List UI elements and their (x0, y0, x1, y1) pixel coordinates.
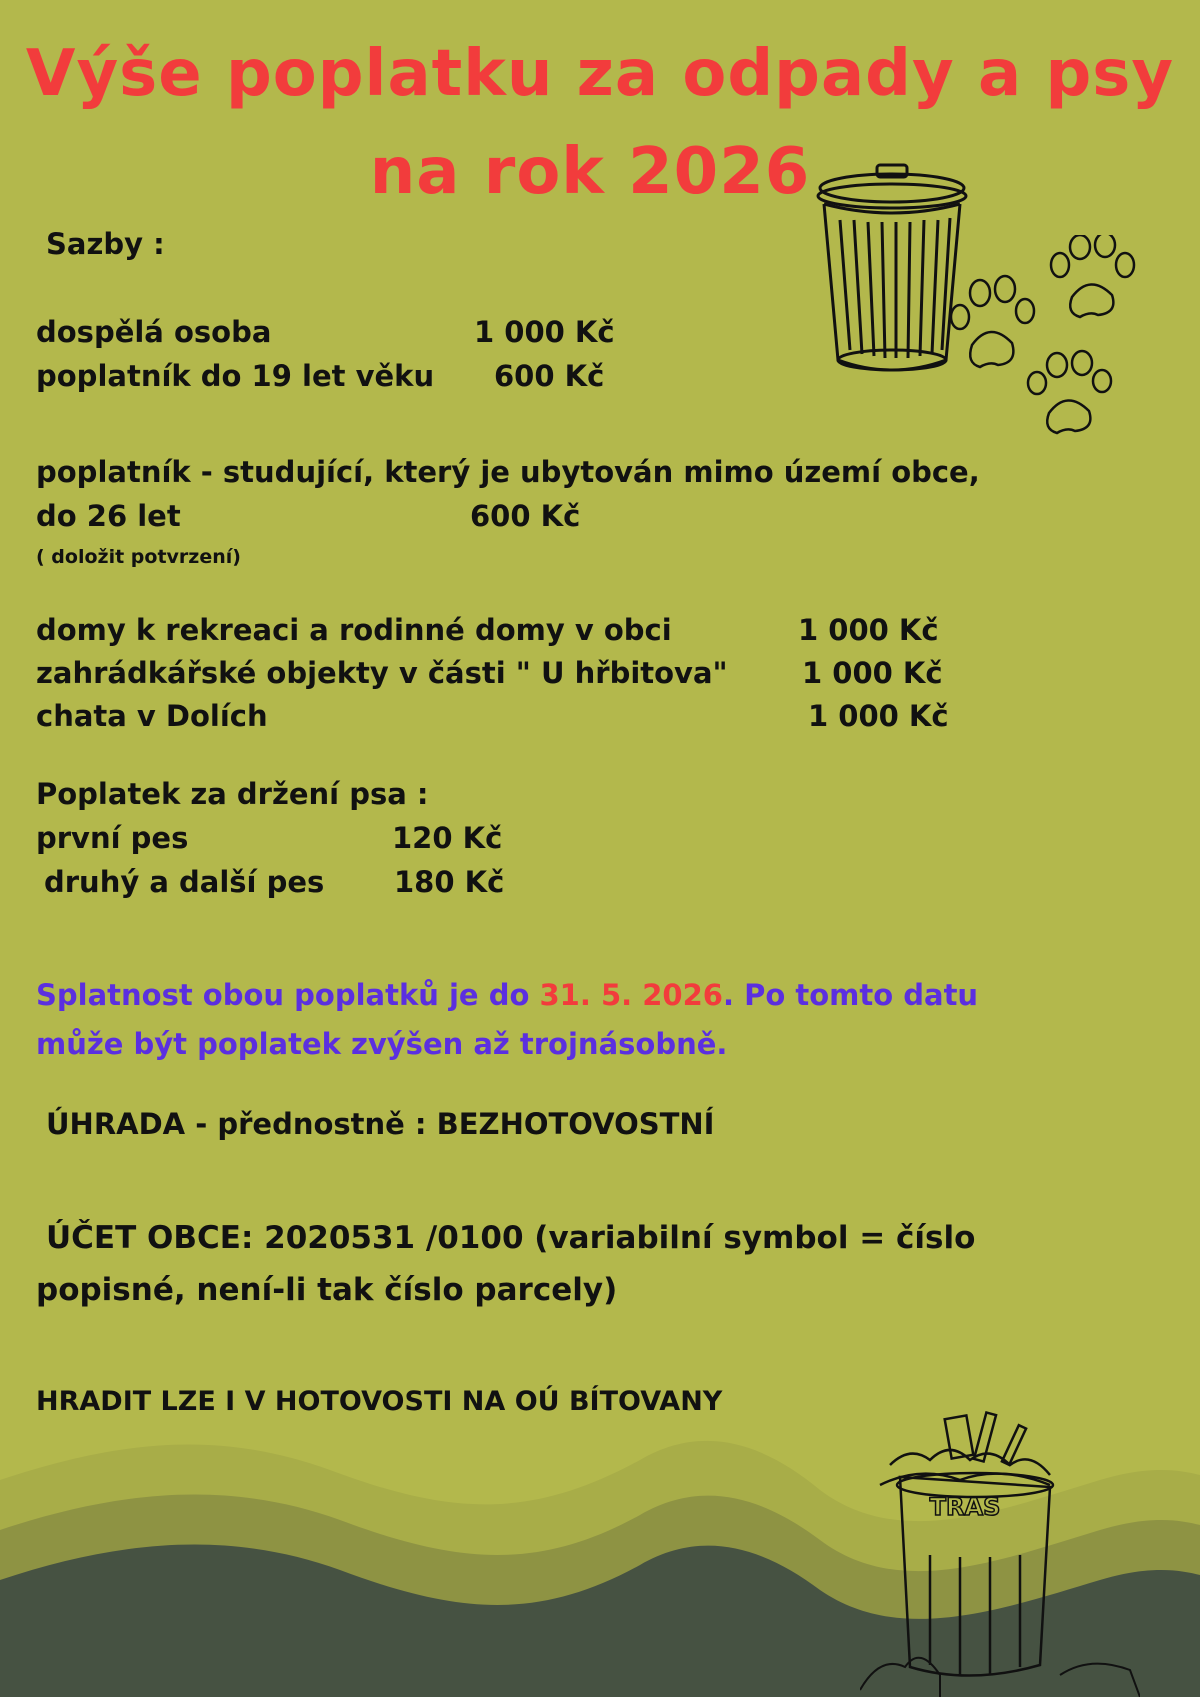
dog-value-first: 120 Kč (392, 821, 503, 855)
payment-method: ÚHRADA - přednostně : BEZHOTOVOSTNÍ (46, 1107, 715, 1141)
due-date: 31. 5. 2026 (539, 978, 723, 1012)
page-title: Výše poplatku za odpady a psy (25, 37, 1175, 111)
rate-label-recreation: domy k rekreaci a rodinné domy v obci (36, 613, 672, 647)
bank-account-note: popisné, není-li tak číslo parcely) (36, 1272, 618, 1308)
dog-label-first: první pes (36, 821, 189, 855)
trash-label: TRAS (929, 1493, 1001, 1521)
rate-label-student: poplatník - studující, který je ubytován mimo území obce, (36, 455, 980, 489)
due-text-end: . Po tomto datu (722, 978, 979, 1012)
rate-note-student: ( doložit potvrzení) (36, 546, 241, 568)
rate-value-under19: 600 Kč (494, 359, 605, 393)
rate-value-student: 600 Kč (470, 499, 581, 533)
dog-label-second: druhý a další pes (44, 865, 325, 899)
due-text-start: Splatnost obou poplatků je do (36, 978, 540, 1012)
bank-account: ÚČET OBCE: 2020531 /0100 (variabilní symbol = číslo (46, 1220, 976, 1256)
dog-value-second: 180 Kč (394, 865, 505, 899)
due-notice (36, 978, 979, 1012)
rate-label-adult: dospělá osoba (36, 315, 272, 349)
rate-label-garden: zahrádkářské objekty v části " U hřbitova" (36, 656, 728, 690)
rates-heading: Sazby : (46, 227, 165, 261)
rate-value-cottage: 1 000 Kč (808, 699, 949, 733)
paw-print-icon (945, 235, 1145, 445)
overflowing-trash-icon (860, 1405, 1140, 1697)
due-notice-line2: může být poplatek zvýšen až trojnásobně. (36, 1027, 728, 1061)
rate-label-student-age: do 26 let (36, 499, 181, 533)
rate-value-recreation: 1 000 Kč (798, 613, 939, 647)
rate-value-garden: 1 000 Kč (802, 656, 943, 690)
rate-value-adult: 1 000 Kč (474, 315, 615, 349)
page-subtitle: na rok 2026 (369, 135, 811, 209)
cash-payment-note: HRADIT LZE I V HOTOVOSTI NA OÚ BÍTOVANY (36, 1386, 723, 1417)
rate-label-cottage: chata v Dolích (36, 699, 268, 733)
dogs-heading: Poplatek za držení psa : (36, 777, 429, 811)
rate-label-under19: poplatník do 19 let věku (36, 359, 435, 393)
